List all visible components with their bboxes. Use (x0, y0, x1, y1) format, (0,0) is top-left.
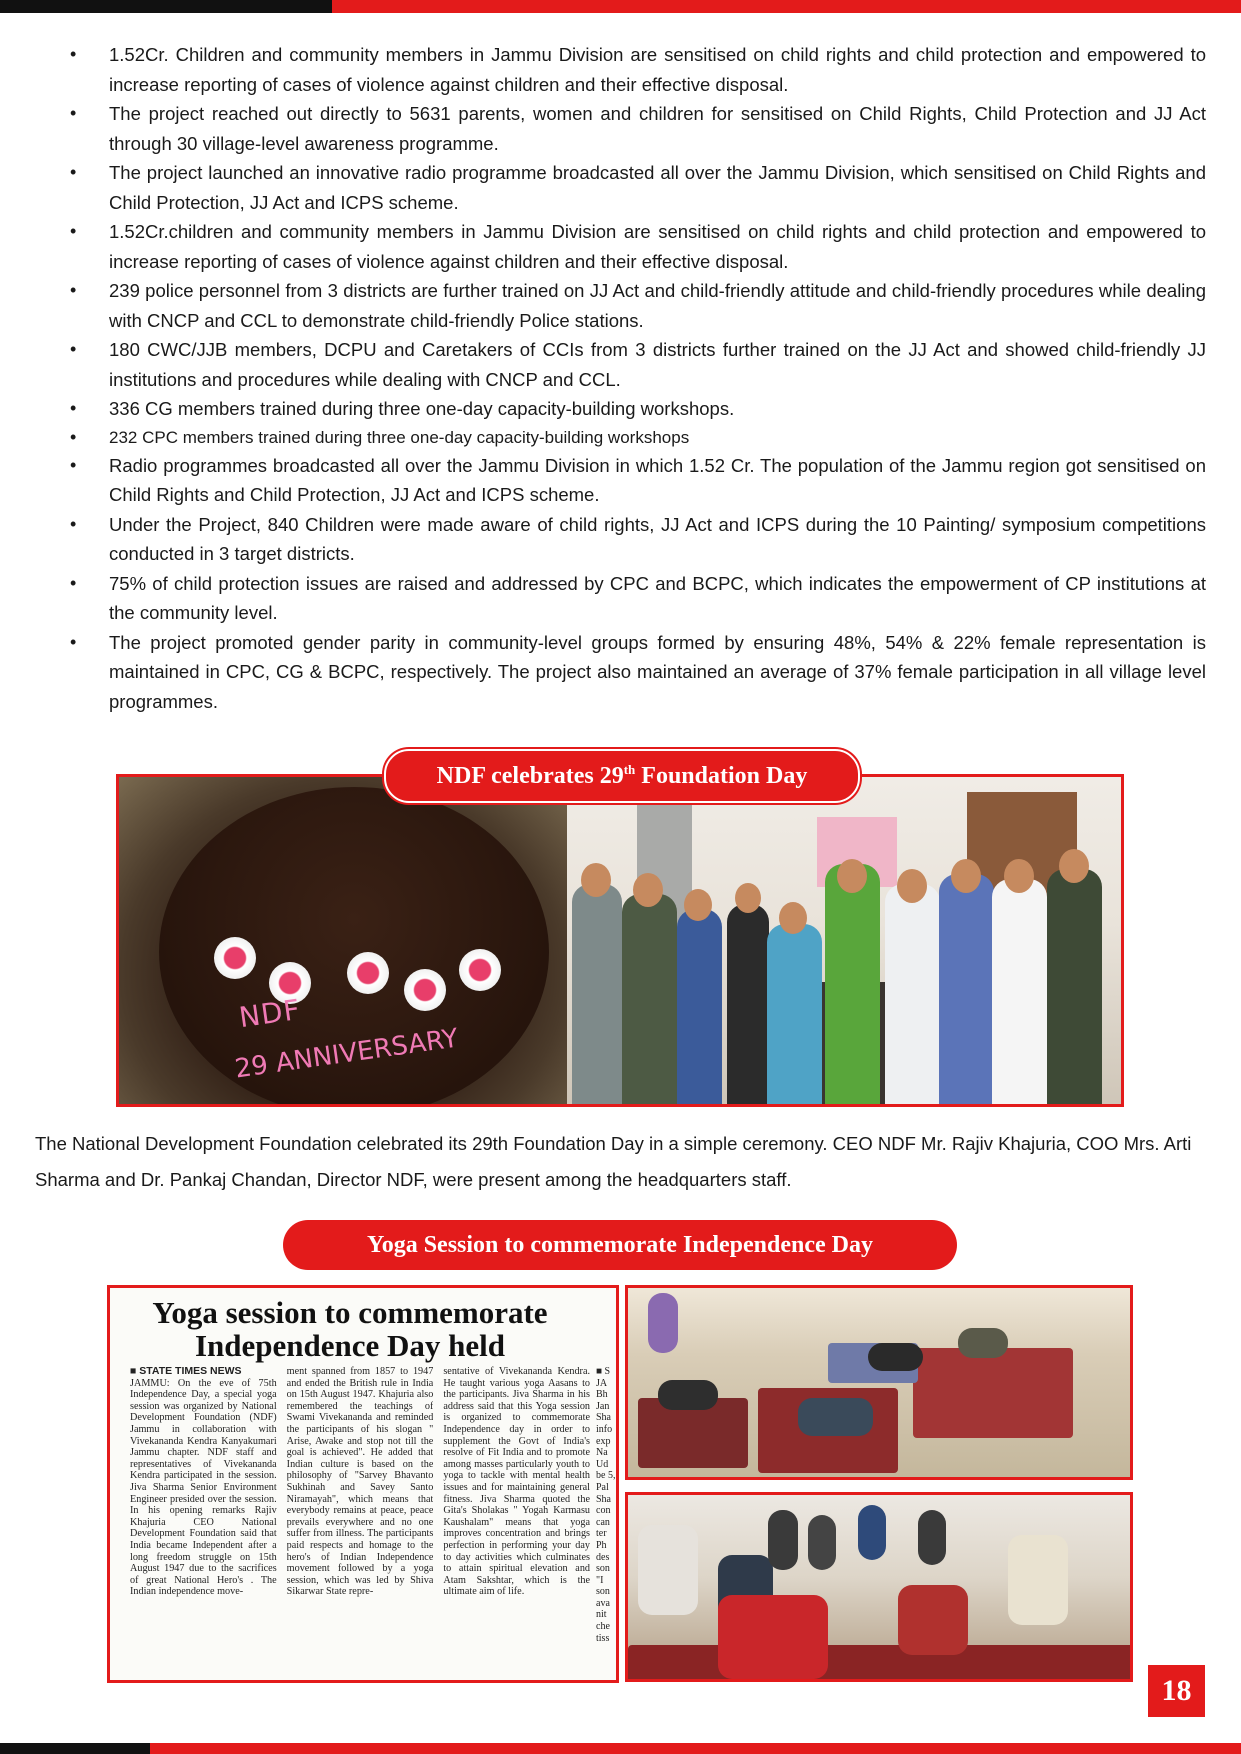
bullet-item: • The project reached out directly to 5631 parents, women and children for sensitised on Child Rights, Child Protection and JJ Act through 30 village-level awareness programme. (68, 99, 1206, 158)
yoga-photo-bottom (625, 1492, 1133, 1682)
news-column-3: sentative of Vivekananda Kendra. He taught various yoga Aasans to the participants. Jiva Sharma in his address said that this Yoga session is organized to commemorate Independence day in order to supplement the Govt of India's resolve of Fit India and to promote among masses particularly youth to yoga to tackle with mental health issues and for maintaining general fitness. Jiva Sharma quoted the Gita's Sholakas " Yogah Karmasu Kaushalam" means that yoga improves concentration and brings perfection in performing your day to day activities which culminates to attain spiritual elevation and Atam Sakshtar, which is the ultimate aim of life. (443, 1366, 591, 1598)
news-column-2: ment spanned from 1857 to 1947 and ended the British rule in India on 15th August 1947. Khajuria also remembered the teachings of Swami Vivekananda and reminded the participants of his slogan " Arise, Awake and stop not till the goal is achieved". He added that Indian culture is based on the philosophy of "Sarvey Bhavanto Sukhinah and Savey Santo Niramayah", which means that everybody remains at peace, peace prevails everywhere and no one suffer from illness. The participants paid respects and homage to the hero's of Indian Independence movement followed by a yoga session, which was led by Shiva Sikarwar State repre- (286, 1366, 434, 1598)
achievements-list (68, 40, 1206, 716)
yoga-photo-top (625, 1285, 1133, 1480)
top-bar-dark (0, 0, 332, 13)
bullet-item: • 1.52Cr.children and community members in Jammu Division are sensitised on child rights and child protection and empowered to increase reporting of cases of violence against children and their effective disposal. (68, 217, 1206, 276)
bottom-bar-dark (0, 1743, 150, 1754)
bullet-item: • 239 police personnel from 3 districts are further trained on JJ Act and child-friendly attitude and child-friendly procedures while dealing with CNCP and CCL to demonstrate child-friendly Police stations. (68, 276, 1206, 335)
page-number: 18 (1148, 1665, 1205, 1717)
bullet-item: • Radio programmes broadcasted all over the Jammu Division in which 1.52 Cr. The population of the Jammu region got sensitised on Child Rights and Child Protection, JJ Act and ICPS scheme. (68, 451, 1206, 510)
bottom-bar-accent (150, 1743, 1241, 1754)
bullet-item: • 336 CG members trained during three one-day capacity-building workshops. (68, 394, 1206, 424)
foundation-day-banner: NDF celebrates 29th Foundation Day (384, 749, 860, 803)
bullet-item: • 180 CWC/JJB members, DCPU and Caretakers of CCIs from 3 districts further trained on the JJ Act and showed child-friendly JJ institutions and procedures while dealing with CNCP and CCL. (68, 335, 1206, 394)
bullet-item: • The project launched an innovative radio programme broadcasted all over the Jammu Division, which sensitised on Child Rights and Child Protection, JJ Act and ICPS scheme. (68, 158, 1206, 217)
news-headline: Yoga session to commemorate Independence Day held (152, 1295, 548, 1363)
anniversary-cake-photo (119, 777, 567, 1104)
bullet-item: • Under the Project, 840 Children were made aware of child rights, JJ Act and ICPS during the 10 Painting/ symposium competitions conducted in 3 target districts. (68, 510, 1206, 569)
foundation-day-photos (116, 774, 1124, 1107)
cake-inscription-line1: NDF (237, 992, 303, 1035)
top-bar-accent (332, 0, 1241, 13)
news-column-1: JAMMU: On the eve of 75th Independence Day, a special yoga session was organized by National Development Foundation (NDF) Jammu in collaboration with Vivekananda Kendra Kanyakumari Jammu chapter. NDF staff and representatives of Vivekananda Kendra participated in the session. Jiva Sharma Senior Environment Engineer presided over the session. In his opening remarks Rajiv Khajuria CEO National Development Foundation said that India became Independent after a long freedom struggle on 15th August 1947 due to the sacrifices of great National Hero's . The Indian independence move- (130, 1377, 277, 1598)
news-column-4-cropped: ■ S JA Bh Jan Sha info exp Na Ud be 5, Pal Sha con can ter Ph des son "I son ava nit che tiss (596, 1366, 616, 1644)
bullet-item: • The project promoted gender parity in community-level groups formed by ensuring 48%, 54% & 22% female representation is maintained in CPC, CG & BCPC, respectively. The project also maintained an average of 37% female participation in all village level programmes. (68, 628, 1206, 717)
yoga-session-banner: Yoga Session to commemorate Independence Day (283, 1220, 957, 1270)
foundation-day-caption: The National Development Foundation celebrated its 29th Foundation Day in a simple ceremony. CEO NDF Mr. Rajiv Khajuria, COO Mrs. Arti Sharma and Dr. Pankaj Chandan, Director NDF, were present among the headquarters staff. (35, 1133, 1192, 1190)
bullet-item: • 232 CPC members trained during three one-day capacity-building workshops (68, 424, 1206, 451)
bullet-item: • 75% of child protection issues are raised and addressed by CPC and BCPC, which indicates the empowerment of CP institutions at the community level. (68, 569, 1206, 628)
news-source: ■ STATE TIMES NEWS (130, 1366, 242, 1377)
cake-inscription-line2: 29 ANNIVERSARY (233, 1023, 461, 1085)
staff-group-photo (567, 777, 1121, 1104)
bullet-item: • 1.52Cr. Children and community members in Jammu Division are sensitised on child rights and child protection and empowered to increase reporting of cases of violence against children and their effective disposal. (68, 40, 1206, 99)
newspaper-clipping (107, 1285, 619, 1683)
